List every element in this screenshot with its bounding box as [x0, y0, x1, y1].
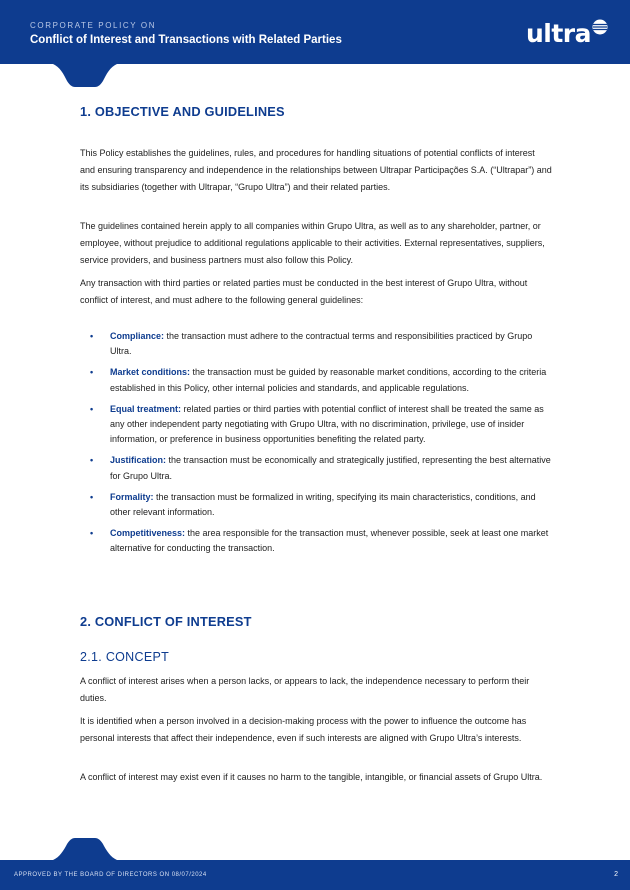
ultra-logo-icon [592, 19, 608, 35]
section-2-heading: 2. CONFLICT OF INTEREST [80, 614, 252, 629]
bullet-text: the transaction must be economically and strategically justified, representing the best alternative for Grupo Ultra. [110, 455, 551, 481]
footer-tab-decoration [50, 838, 120, 861]
bullet-point: • [90, 367, 94, 378]
section-1-heading: 1. OBJECTIVE AND GUIDELINES [80, 104, 285, 119]
section-1-paragraph-2: The guidelines contained herein apply to all companies within Grupo Ultra, as well as to any shareholder, partner, or employee, without prejudice to additional regulations applicable to their activities. External representatives, suppliers, service providers, and business partners must also follow this Policy. [80, 221, 545, 266]
list-item [90, 526, 552, 557]
section-2-paragraph-3: A conflict of interest may exist even if it causes no harm to the tangible, intangible, or financial assets of Grupo Ultra. [80, 772, 543, 782]
bullet-point: • [90, 403, 94, 414]
bullet-label: Market conditions: [110, 367, 191, 378]
ultra-logo [526, 17, 608, 49]
bullet-text: related parties or third parties with potential conflict of interest shall be treated the same as any other independent party negotiating with Grupo Ultra, with no discrimination, privilege, use of insider information, or preference in business opportunities benefiting the related party. [110, 403, 544, 445]
header-tab-decoration [50, 63, 120, 87]
document-title: Conflict of Interest and Transactions with Related Parties [30, 34, 342, 46]
section-2-paragraph-2: It is identified when a person involved in a decision-making process with the power to influence the outcome has personal interests that affect their independence, even if such interests are aligned with Grupo Ultra’s interests. [80, 716, 527, 744]
bullet-point: • [90, 491, 94, 502]
bullet-label: Competitiveness: [110, 527, 186, 538]
list-item [90, 365, 552, 396]
list-item [90, 329, 552, 360]
header-kicker: CORPORATE POLICY ON [30, 21, 157, 30]
list-item [90, 402, 552, 448]
bullet-point: • [90, 527, 94, 538]
bullet-label: Compliance: [110, 331, 165, 341]
bullet-label: Formality: [110, 491, 154, 502]
approval-note: APPROVED BY THE BOARD OF DIRECTORS ON 08/07/2024 [14, 872, 207, 878]
section-2-1-heading: 2.1. CONCEPT [80, 650, 170, 664]
page-header [0, 0, 630, 64]
page-number: 2 [614, 871, 618, 878]
bullet-text: the area responsible for the transaction must, whenever possible, seek at least one market alternative for conducting the transaction. [110, 527, 549, 554]
section-1-paragraph-3: Any transaction with third parties or related parties must be conducted in the best interest of Grupo Ultra, without conflict of interest, and must adhere to the following general guidelines: [80, 278, 528, 306]
bullet-text: the transaction must be formalized in writing, specifying its main characteristics, conditions, and other relevant information. [110, 491, 536, 518]
page-footer [0, 860, 630, 890]
bullet-point: • [90, 331, 94, 341]
guidelines-list [90, 329, 552, 562]
list-item [90, 490, 552, 521]
bullet-label: Equal treatment: [110, 403, 182, 414]
list-item [90, 453, 552, 484]
bullet-text: the transaction must be guided by reasonable market conditions, according to the criteria established in this Policy, other internal policies and standards, and applicable regulations. [110, 367, 547, 393]
section-2-paragraph-1: A conflict of interest arises when a person lacks, or appears to lack, the independence necessary to perform their duties. [80, 676, 530, 704]
section-1-paragraph-1: This Policy establishes the guidelines, rules, and procedures for handling situations of potential conflicts of interest and ensuring transparency and independence in the relationships between Ultrapar Participações S.A. (“Ultrapar”) and its subsidiaries (together with Ultrapar, “Grupo Ultra”) and their related parties. [80, 148, 552, 193]
bullet-text: the transaction must adhere to the contractual terms and responsibilities practiced by Grupo Ultra. [110, 331, 533, 357]
logo-wordmark: ultra [525, 18, 591, 48]
bullet-label: Justification: [110, 455, 167, 466]
bullet-point: • [90, 455, 94, 466]
